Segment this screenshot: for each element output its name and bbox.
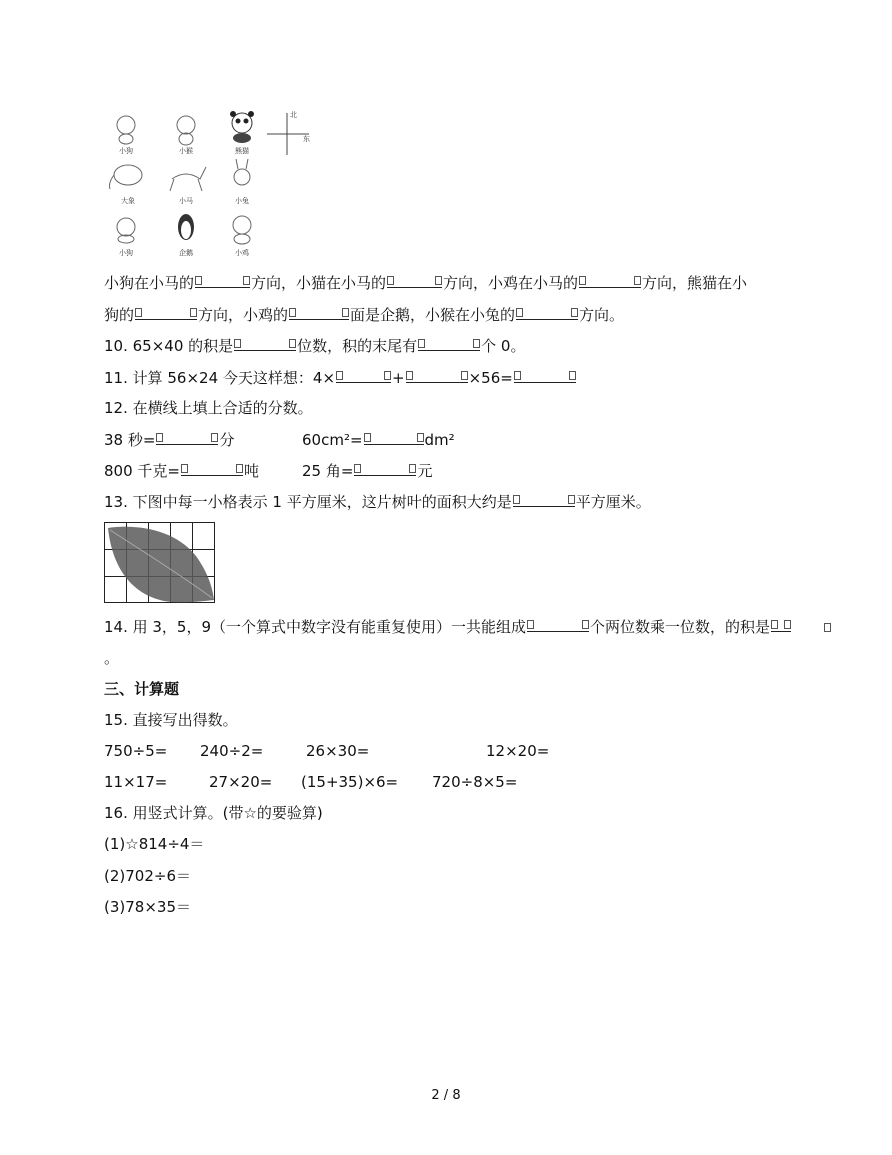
animal-penguin	[178, 214, 194, 257]
q15-title: 15. 直接写出得数。	[104, 711, 238, 729]
q9-line1: 小狗在小马的 方向，小猫在小马的 方向，小鸡在小马的 方向，熊猫在小	[104, 274, 748, 292]
animal-label: 小狗	[119, 249, 133, 257]
section-heading: 三、计算题	[104, 680, 180, 698]
answer-blank[interactable]	[354, 460, 416, 476]
q14-end: 。	[104, 649, 120, 667]
q16-title: 16. 用竖式计算。(带☆的要验算)	[104, 804, 323, 822]
q11: 11. 计算 56×24 今天这样想：4× + ×56=	[104, 367, 577, 388]
answer-blank[interactable]	[135, 304, 197, 320]
animal-rabbit	[234, 159, 250, 205]
q13: 13. 下图中每一小格表示 1 平方厘米，这片树叶的面积大约是 平方厘米。	[104, 493, 651, 511]
answer-blank[interactable]	[195, 272, 250, 288]
answer-blank[interactable]	[156, 429, 218, 445]
q10: 10. 65×40 的积是 位数，积的末尾有 个 0。	[104, 337, 526, 355]
answer-blank[interactable]	[771, 616, 791, 632]
answer-blank[interactable]	[234, 335, 296, 351]
answer-blank[interactable]	[181, 460, 243, 476]
answer-blank[interactable]	[514, 367, 576, 383]
animal-puppy-2	[117, 218, 135, 257]
answer-blank[interactable]	[387, 272, 442, 288]
animal-label: 企鹅	[179, 249, 193, 257]
answer-blank[interactable]	[289, 304, 349, 320]
animal-horse	[170, 167, 206, 205]
animal-label: 小兔	[235, 197, 249, 205]
q15-row2: 11×17= 27×20= (15+35)×6= 720÷8×5=	[104, 773, 518, 791]
answer-blank[interactable]	[364, 429, 424, 445]
answer-blank[interactable]	[516, 304, 578, 320]
animal-panda	[230, 111, 254, 155]
animal-elephant	[110, 165, 143, 205]
animal-position-figure	[104, 105, 319, 260]
q9-line2: 狗的 方向，小鸡的 面是企鹅，小猴在小兔的 方向。	[104, 306, 625, 324]
answer-blank[interactable]	[579, 272, 641, 288]
animal-label: 小鸡	[235, 249, 249, 257]
leaf-grid-figure	[104, 522, 216, 604]
page-number: 2 / 8	[431, 1088, 461, 1103]
q16-item: (1)☆814÷4＝	[104, 835, 205, 853]
answer-blank[interactable]	[527, 616, 589, 632]
animal-label: 小马	[179, 197, 193, 205]
animal-label: 大象	[121, 197, 135, 205]
q12-row1: 38 秒= 分 60cm²= dm²	[104, 431, 455, 449]
answer-blank[interactable]	[406, 367, 468, 383]
animal-monkey	[177, 116, 195, 155]
compass-north-label: 北	[290, 111, 297, 119]
leaf-shape	[108, 527, 214, 603]
q14: 14. 用 3，5，9（一个算式中数字没有能重复使用）一共能组成 个两位数乘一位数，的积是	[104, 616, 831, 637]
answer-blank[interactable]	[418, 335, 480, 351]
answer-blank[interactable]	[513, 491, 575, 507]
compass	[267, 110, 310, 155]
q16-item: (2)702÷6＝	[104, 867, 191, 885]
compass-east-label: 东	[303, 135, 310, 143]
animal-chick	[233, 216, 251, 257]
answer-blank[interactable]	[336, 367, 391, 383]
q15-row1: 750÷5= 240÷2= 26×30= 12×20=	[104, 742, 550, 760]
animal-label: 熊猫	[235, 147, 249, 155]
animal-label: 小狗	[119, 147, 133, 155]
q12-row2: 800 千克= 吨 25 角= 元	[104, 462, 433, 480]
animal-puppy-1	[117, 116, 135, 155]
q16-item: (3)78×35＝	[104, 898, 191, 916]
animal-label: 小猴	[179, 147, 193, 155]
answer-box	[824, 623, 831, 632]
q12-title: 12. 在横线上填上合适的分数。	[104, 399, 313, 417]
